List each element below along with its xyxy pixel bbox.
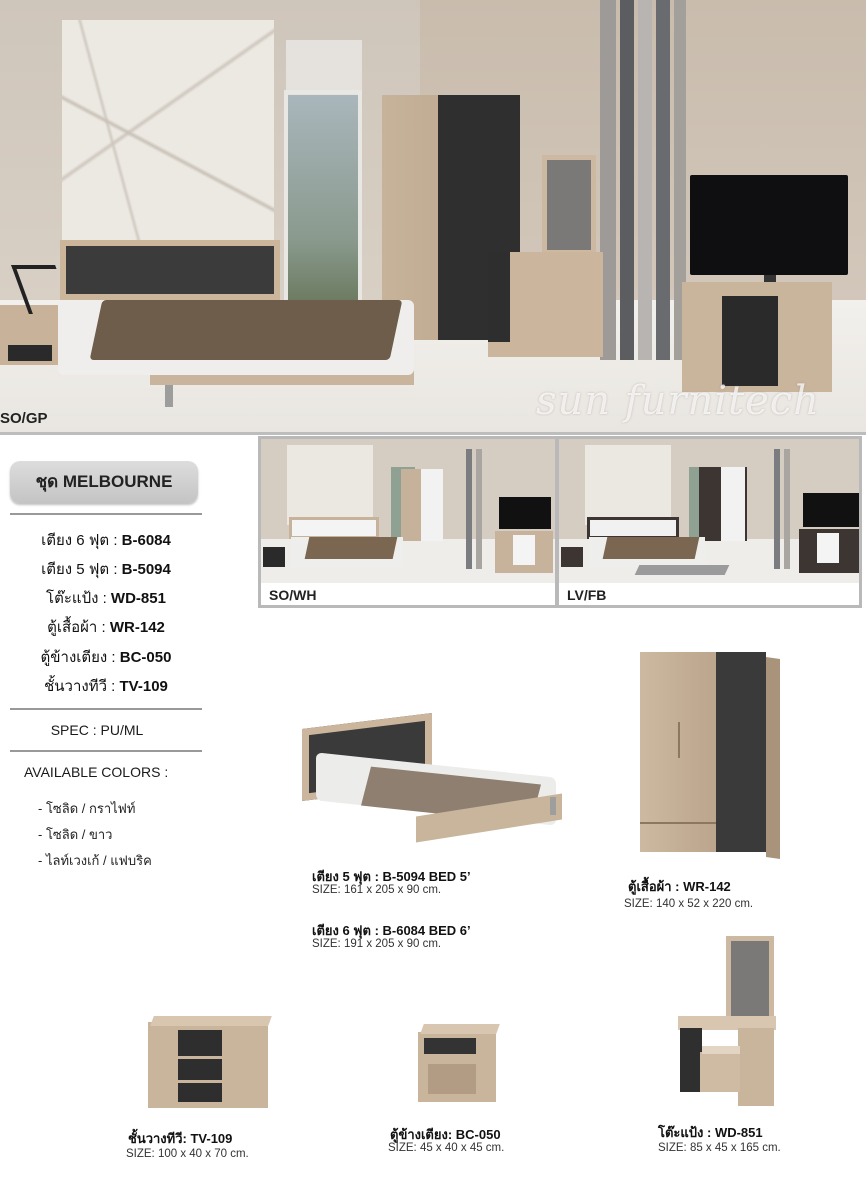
variant-room-image (261, 439, 555, 583)
set-item (10, 615, 202, 639)
hero-vanity-mirror (542, 155, 596, 255)
set-item (10, 557, 202, 581)
hero-nightstand-drawer (8, 345, 52, 361)
vanity-size: SIZE: 85 x 45 x 165 cm. (658, 1142, 781, 1154)
wardrobe-name: ตู้เสื้อผ้า : WR-142 (628, 879, 731, 894)
nightstand-name: ตู้ข้างเตียง: BC-050 (390, 1127, 501, 1142)
bed5-size: SIZE: 161 x 205 x 90 cm. (312, 884, 442, 896)
divider (10, 708, 202, 710)
vanity-name: โต๊ะแป้ง : WD-851 (658, 1125, 763, 1140)
hero-bed-headboard (60, 240, 280, 300)
divider (10, 513, 202, 515)
color-option: - โซลิด / ขาว (38, 827, 113, 842)
window-blind (286, 40, 362, 95)
hero-room-image (0, 0, 866, 432)
set-item (10, 586, 202, 610)
variant-label: SO/WH (269, 587, 317, 603)
set-item-code: WR-142 (109, 619, 165, 636)
set-item-name: เตียง 6 ฟุต : (41, 532, 118, 549)
tv-unit-size: SIZE: 100 x 40 x 70 cm. (126, 1148, 249, 1160)
bed-product-image (296, 705, 566, 845)
bed5-name: เตียง 5 ฟุต : B-5094 BED 5’ (312, 869, 471, 884)
variant-thumbnail-so-wh (258, 436, 558, 608)
tv-unit-product-image (148, 1016, 270, 1112)
brand-watermark: sun furnitech (536, 378, 820, 424)
nightstand-product-image (418, 1024, 500, 1106)
variant-thumbnail-lv-fb (556, 436, 862, 608)
window-frame (284, 90, 362, 305)
hero-divider (0, 432, 866, 435)
hero-tv (690, 175, 848, 275)
bed6-size: SIZE: 191 x 205 x 90 cm. (312, 938, 442, 950)
color-option: - ไลท์เวงเก้ / แฟบริค (38, 853, 152, 868)
set-item (10, 674, 202, 698)
set-title: ชุด MELBOURNE (35, 472, 173, 491)
variant-label: LV/FB (567, 587, 607, 603)
set-item-name: โต๊ะแป้ง : (46, 590, 107, 607)
bed6-name: เตียง 6 ฟุต : B-6084 BED 6’ (312, 923, 471, 938)
set-item (10, 528, 202, 552)
wardrobe-product-image (640, 652, 782, 858)
wall-stripe (656, 0, 670, 360)
variant-room-image (559, 439, 859, 583)
divider (10, 750, 202, 752)
hero-tv-unit-shelf (722, 296, 778, 386)
set-item-code: B-6084 (121, 532, 171, 549)
hero-bed-leg (165, 385, 173, 407)
set-item-code: TV-109 (119, 678, 168, 695)
available-colors-heading: AVAILABLE COLORS : (24, 764, 169, 780)
hero-bed-throw (90, 300, 403, 360)
nightstand-size: SIZE: 45 x 40 x 45 cm. (388, 1142, 505, 1154)
vanity-product-image (678, 936, 780, 1112)
set-item-name: ตู้ข้างเตียง : (40, 649, 116, 666)
set-title-badge (10, 461, 198, 503)
wardrobe-size: SIZE: 140 x 52 x 220 cm. (624, 898, 754, 910)
wall-stripe (638, 0, 652, 360)
set-item (10, 645, 202, 669)
set-item-name: ตู้เสื้อผ้า : (47, 619, 106, 636)
hero-vanity-panel (488, 252, 510, 342)
set-item-name: เตียง 5 ฟุต : (41, 561, 118, 578)
set-item-code: B-5094 (121, 561, 171, 578)
wall-stripe (620, 0, 634, 360)
set-item-name: ชั้นวางทีวี : (44, 678, 116, 695)
tv-unit-name: ชั้นวางทีวี: TV-109 (128, 1131, 233, 1146)
color-option: - โซลิด / กราไฟท์ (38, 801, 136, 816)
set-item-code: WD-851 (110, 590, 166, 607)
set-item-code: BC-050 (119, 649, 172, 666)
spec-text: SPEC : PU/ML (50, 722, 144, 738)
hero-color-label: SO/GP (0, 410, 48, 427)
